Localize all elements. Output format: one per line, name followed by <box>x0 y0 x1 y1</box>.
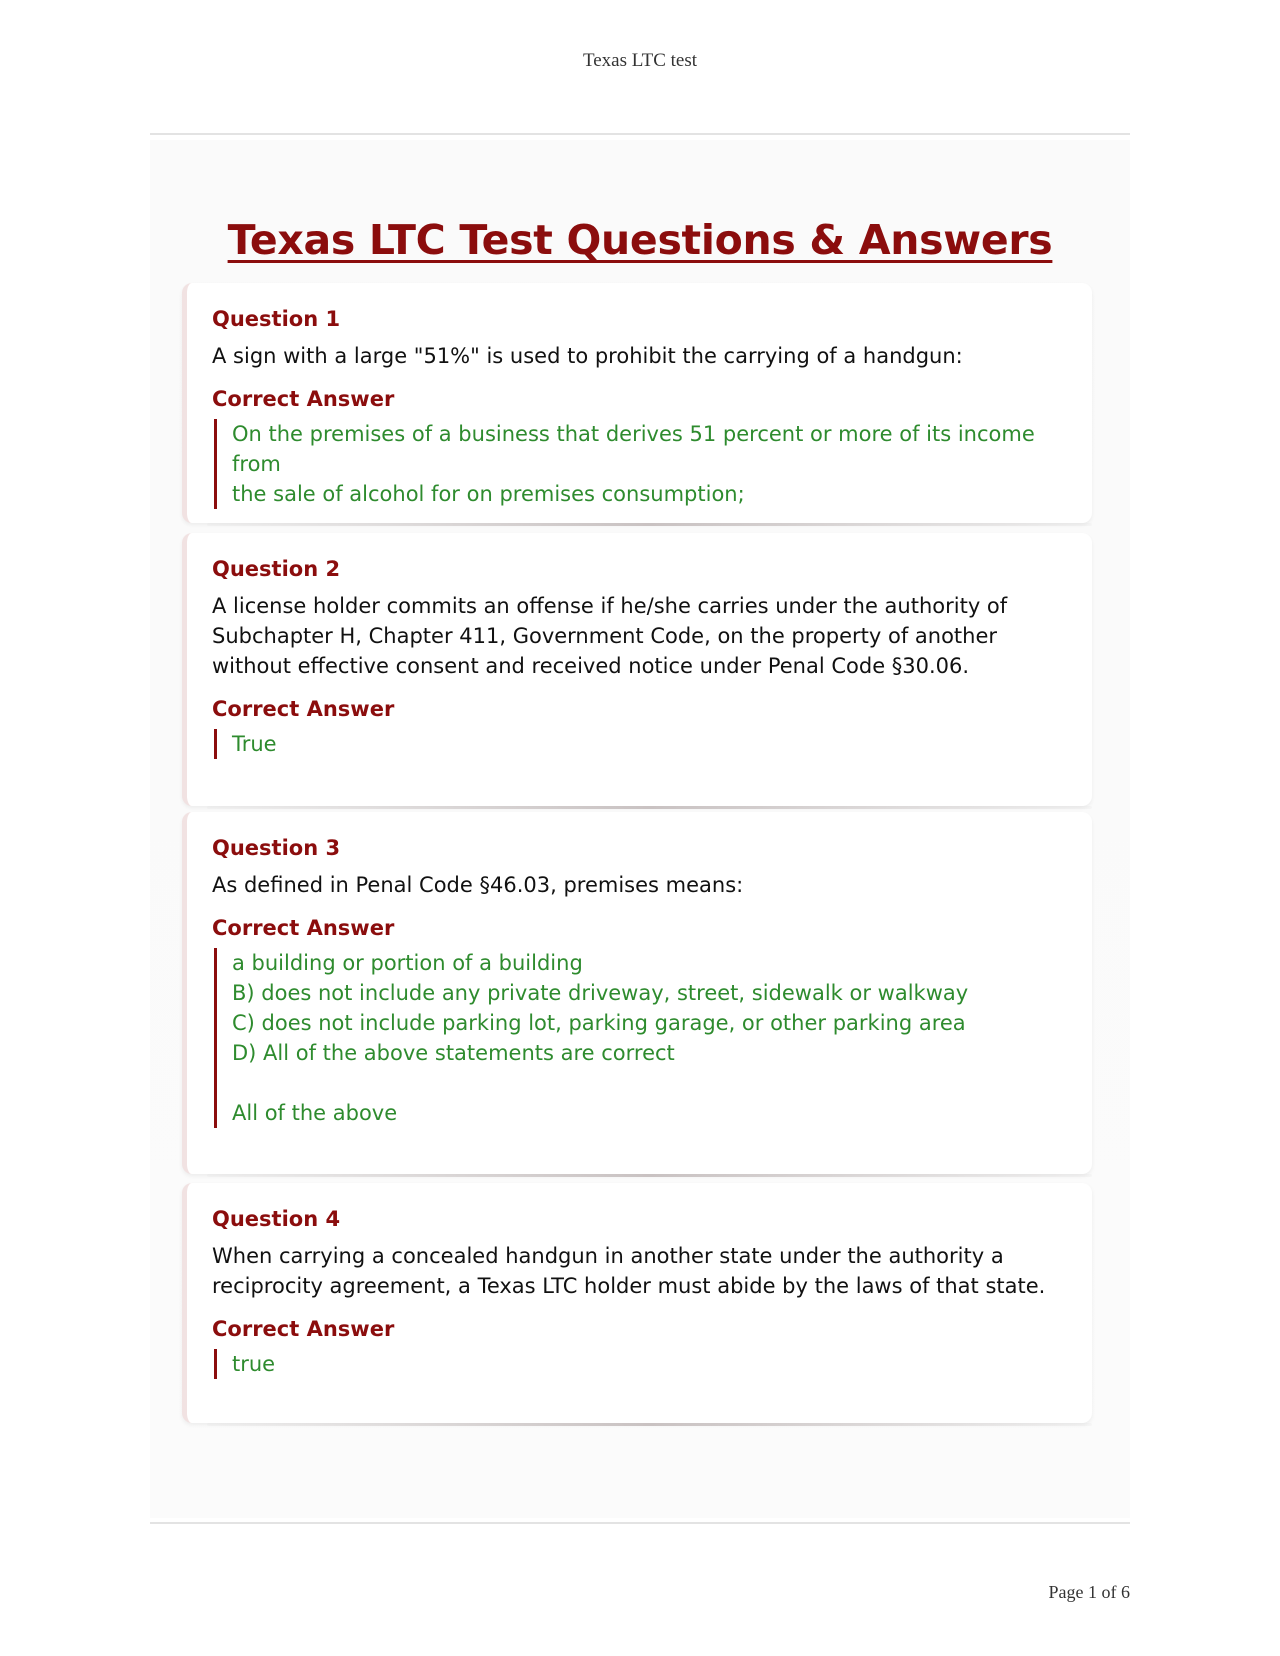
answer-block <box>214 419 1072 509</box>
correct-answer-label: Correct Answer <box>212 1317 395 1341</box>
correct-answer-label: Correct Answer <box>212 387 395 411</box>
answer-line: All of the above <box>232 1101 398 1125</box>
answer-line: D) All of the above statements are correct <box>232 1041 675 1065</box>
question-text: When carrying a concealed handgun in another state under the authority a reciprocity agreement, a Texas LTC holder must abide by the laws of that state. <box>212 1244 1046 1298</box>
question-text: A sign with a large "51%" is used to prohibit the carrying of a handgun: <box>212 344 963 368</box>
header-divider <box>150 133 1130 135</box>
question-text: As defined in Penal Code §46.03, premises means: <box>212 873 744 897</box>
answer-line: C) does not include parking lot, parking garage, or other parking area <box>232 1011 966 1035</box>
footer-divider <box>150 1522 1130 1524</box>
answer-line: a building or portion of a building <box>232 951 583 975</box>
answer-line: B) does not include any private driveway, street, sidewalk or walkway <box>232 981 969 1005</box>
question-card-4 <box>182 1183 1092 1423</box>
running-header: Texas LTC test <box>582 50 698 71</box>
question-card-2 <box>182 533 1092 806</box>
answer-block <box>214 948 1072 1128</box>
page-number: Page 1 of 6 <box>1048 1582 1130 1602</box>
correct-answer-label: Correct Answer <box>212 916 395 940</box>
question-heading: Question 1 <box>212 307 341 331</box>
answer-line: the sale of alcohol for on premises consumption; <box>232 482 745 506</box>
answer-line-blank <box>232 1068 1072 1098</box>
answer-block <box>214 1349 1072 1379</box>
answer-block <box>214 729 1072 759</box>
answer-line: true <box>232 1352 276 1376</box>
question-card-1 <box>182 283 1092 523</box>
question-heading: Question 4 <box>212 1207 341 1231</box>
answer-line: True <box>232 732 277 756</box>
answer-line: On the premises of a business that derives 51 percent or more of its income from <box>232 422 1035 476</box>
question-heading: Question 3 <box>212 836 341 860</box>
question-card-3 <box>182 812 1092 1174</box>
document-title: Texas LTC Test Questions & Answers <box>227 216 1053 264</box>
question-heading: Question 2 <box>212 557 341 581</box>
correct-answer-label: Correct Answer <box>212 697 395 721</box>
question-text: A license holder commits an offense if he/she carries under the authority of Subchapter H, Chapter 411, Government Code, on the property of another without effective consent and received notice under Penal Code §30.06. <box>212 594 1008 678</box>
